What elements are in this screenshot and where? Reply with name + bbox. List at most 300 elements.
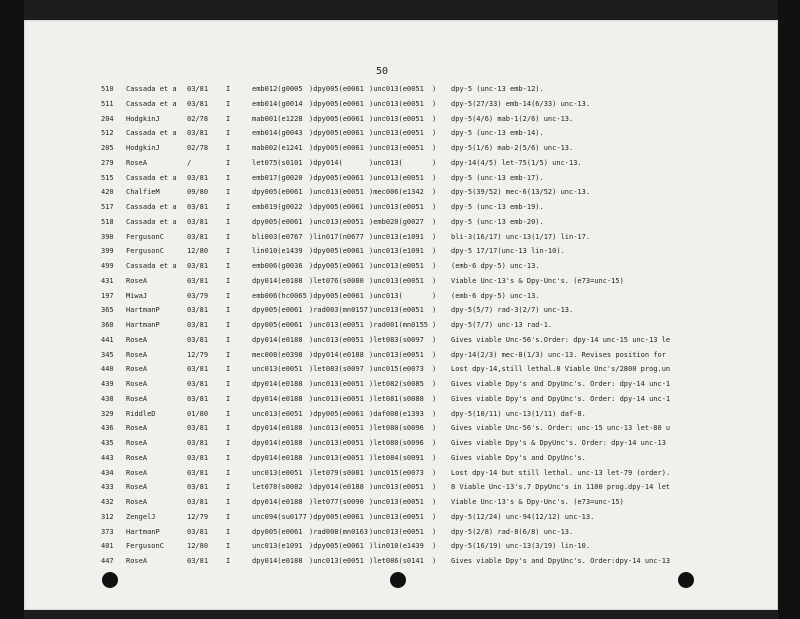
record-note: dpy-5(10/11) unc-13(1/11) daf-8. [451, 409, 586, 418]
record-note: dpy-5(4/6) mab-1(2/6) unc-13. [451, 114, 574, 123]
record-type: I [226, 188, 231, 197]
record-id: 197 [101, 291, 114, 300]
gene-2: )unc013(e0051 [309, 557, 364, 565]
record-note: dpy-5 (unc-13 emb-20). [451, 217, 544, 226]
gene-1: dpy014(e0188 [252, 453, 303, 462]
gene-2: )lin017(n0677 [309, 232, 364, 241]
record-id: 345 [101, 350, 114, 359]
record-note: (emb-6 dpy-5) unc-13. [451, 291, 540, 300]
gene-close: ) [432, 203, 437, 211]
record-note: Gives viable Unc-56's.Order: dpy-14 unc-15 unc-13 le [451, 335, 671, 344]
gene-2: )dpy005(e0061 [309, 247, 364, 256]
record-type: I [226, 380, 231, 388]
author-name: Cassada et a [126, 262, 177, 270]
gene-3: )unc013(e0051 [369, 483, 424, 492]
gene-2: )unc013(e0051 [309, 321, 364, 329]
gene-close: ) [432, 99, 437, 108]
record-type: I [226, 512, 231, 521]
record-type: I [226, 99, 231, 108]
gene-1: mec008(e0398 [252, 350, 303, 359]
page-number: 50 [376, 66, 389, 77]
gene-3: )unc013(e0051 [369, 350, 424, 359]
gene-1: dpy014(e0188 [252, 276, 303, 285]
gene-3: )unc013(e0051 [369, 173, 424, 182]
record-type: I [226, 350, 231, 359]
gene-2: )unc013(e0051 [309, 335, 364, 344]
gene-3: )let081(s0088 [369, 394, 424, 403]
gene-2: )let076(s0080 [309, 276, 364, 285]
record-type: I [226, 158, 231, 167]
record-date: 03/81 [187, 380, 209, 388]
gene-2: )unc013(e0051 [309, 424, 364, 433]
record-id: 365 [101, 306, 114, 315]
record-list [24, 82, 778, 569]
gene-1: emb014(g0043 [252, 129, 303, 138]
list-item [24, 215, 778, 230]
gene-3: )unc013(e0051 [369, 527, 424, 536]
record-date: 01/80 [187, 409, 209, 418]
author-name: ChalfieM [126, 188, 160, 197]
record-type: I [226, 409, 231, 418]
record-date: 03/81 [187, 276, 209, 285]
record-date: 03/81 [187, 217, 209, 226]
list-item [24, 436, 778, 451]
list-item [24, 407, 778, 422]
gene-1: let078(s0082 [252, 483, 303, 492]
list-item [24, 112, 778, 127]
gene-3: )let080(s0096 [369, 424, 424, 433]
record-note: dpy-5(16/19) unc-13(3/19) lin-10. [451, 542, 591, 551]
record-type: I [226, 468, 231, 477]
gene-3: )daf008(e1393 [369, 409, 424, 418]
record-id: 511 [101, 99, 114, 108]
record-note: dpy-5(2/8) rad-8(6/8) unc-13. [451, 527, 574, 536]
gene-1: dpy014(e0188 [252, 557, 303, 565]
list-item [24, 259, 778, 274]
gene-close: ) [432, 498, 437, 506]
record-date: 03/81 [187, 306, 209, 315]
author-name: FergusonC [126, 232, 164, 241]
gene-1: dpy005(e0061 [252, 188, 303, 197]
gene-2: )unc013(e0051 [309, 453, 364, 462]
gene-2: )dpy014( [309, 158, 343, 167]
gene-close: ) [432, 365, 437, 374]
gene-3: )unc013(e0051 [369, 85, 424, 93]
author-name: RiddleD [126, 409, 156, 418]
gene-3: )unc013(e1091 [369, 232, 424, 241]
author-name: HodgkinJ [126, 144, 160, 152]
record-date: 02/78 [187, 144, 209, 152]
gene-2: )dpy005(e0061 [309, 512, 364, 521]
list-item [24, 318, 778, 333]
author-name: FergusonC [126, 542, 164, 551]
gene-1: dpy005(e0061 [252, 527, 303, 536]
list-item [24, 539, 778, 554]
gene-3: )emb020(g0027 [369, 217, 424, 226]
record-type: I [226, 321, 231, 329]
gene-close: ) [432, 439, 437, 447]
author-name: HartmanP [126, 527, 160, 536]
author-name: RoseA [126, 350, 148, 359]
gene-1: dpy014(e0188 [252, 380, 303, 388]
author-name: RoseA [126, 424, 148, 433]
author-name: Cassada et a [126, 99, 177, 108]
binder-hole [102, 572, 118, 588]
record-date: 03/81 [187, 394, 209, 403]
gene-1: dpy014(e0188 [252, 394, 303, 403]
gene-3: )unc013(e0051 [369, 512, 424, 521]
record-note: Gives viable Dpy's and DpyUnc's. Order: dpy-14 unc-1 [451, 380, 671, 388]
record-date: 03/81 [187, 173, 209, 182]
record-date: 09/80 [187, 188, 209, 197]
gene-1: dpy014(e0188 [252, 439, 303, 447]
record-note: dpy-5(12/24) unc-94(12/12) unc-13. [451, 512, 595, 521]
list-item [24, 82, 778, 97]
gene-3: )unc013(e1091 [369, 247, 424, 256]
gene-1: bli003(e0767 [252, 232, 303, 241]
scan-border-left [0, 0, 24, 619]
record-id: 443 [101, 453, 114, 462]
record-id: 438 [101, 394, 114, 403]
author-name: RoseA [126, 276, 148, 285]
gene-close: ) [432, 542, 437, 551]
gene-3: )unc015(e0073 [369, 365, 424, 374]
list-item [24, 333, 778, 348]
record-date: 12/80 [187, 542, 209, 551]
gene-2: )dpy005(e0061 [309, 542, 364, 551]
record-date: 12/79 [187, 350, 209, 359]
gene-2: )unc013(e0051 [309, 394, 364, 403]
record-note: Lost dpy-14,still lethal.8 Viable Unc's/2800 prog.un [451, 365, 671, 374]
gene-1: emb006(g0036 [252, 262, 303, 270]
gene-3: )unc013(e0051 [369, 99, 424, 108]
record-date: 12/79 [187, 512, 209, 521]
record-type: I [226, 453, 231, 462]
gene-3: )unc013( [369, 158, 403, 167]
list-item [24, 510, 778, 525]
record-type: I [226, 129, 231, 138]
record-date: 03/81 [187, 557, 209, 565]
gene-close: ) [432, 217, 437, 226]
gene-3: )let080(s0096 [369, 439, 424, 447]
gene-3: )let083(s0097 [369, 335, 424, 344]
gene-2: )dpy005(e0061 [309, 129, 364, 138]
record-date: 03/81 [187, 468, 209, 477]
record-note: Viable Unc-13's & Dpy-Unc's. (e73=unc-15) [451, 498, 624, 506]
record-date: 03/81 [187, 321, 209, 329]
record-type: I [226, 262, 231, 270]
gene-1: unc013(e0051 [252, 409, 303, 418]
gene-3: )unc013(e0051 [369, 498, 424, 506]
record-note: dpy-14(2/3) mec-8(1/3) unc-13. Revises position for [451, 350, 666, 359]
record-date: 12/80 [187, 247, 209, 256]
record-id: 420 [101, 188, 114, 197]
gene-3: )lin010(e1439 [369, 542, 424, 551]
list-item [24, 348, 778, 363]
gene-close: ) [432, 114, 437, 123]
record-note: dpy-5 (unc-13 emb-19). [451, 203, 544, 211]
gene-1: emb014(g0014 [252, 99, 303, 108]
list-item [24, 289, 778, 304]
record-note: Gives viable Dpy's & DpyUnc's. Order: dpy-14 unc-13 [451, 439, 666, 447]
gene-1: mab002(e1241 [252, 144, 303, 152]
gene-1: dpy005(e0061 [252, 217, 303, 226]
gene-close: ) [432, 291, 437, 300]
list-item [24, 244, 778, 259]
record-note: dpy-5(7/7) unc-13 rad-1. [451, 321, 553, 329]
author-name: RoseA [126, 335, 148, 344]
list-item [24, 141, 778, 156]
record-id: 204 [101, 114, 114, 123]
gene-3: )unc013( [369, 291, 403, 300]
gene-2: )let083(s0097 [309, 365, 364, 374]
gene-close: ) [432, 512, 437, 521]
author-name: Cassada et a [126, 203, 177, 211]
gene-3: )let082(s0085 [369, 380, 424, 388]
author-name: ZengelJ [126, 512, 156, 521]
record-note: (emb-6 dpy-5) unc-13. [451, 262, 540, 270]
gene-close: ) [432, 380, 437, 388]
record-id: 440 [101, 365, 114, 374]
gene-1: unc013(e0051 [252, 468, 303, 477]
record-id: 205 [101, 144, 114, 152]
record-note: dpy-5 (unc-13 emb-17). [451, 173, 544, 182]
author-name: FergusonC [126, 247, 164, 256]
record-note: dpy-5(27/33) emb-14(6/33) unc-13. [451, 99, 591, 108]
record-type: I [226, 335, 231, 344]
list-item [24, 303, 778, 318]
record-type: I [226, 424, 231, 433]
gene-2: )unc013(e0051 [309, 439, 364, 447]
gene-3: )unc013(e0051 [369, 144, 424, 152]
record-id: 515 [101, 173, 114, 182]
gene-1: emb006(hc0065 [252, 291, 307, 300]
gene-2: )let079(s0081 [309, 468, 364, 477]
gene-close: ) [432, 85, 437, 93]
gene-close: ) [432, 158, 437, 167]
record-date: 03/81 [187, 483, 209, 492]
gene-2: )dpy005(e0061 [309, 291, 364, 300]
record-id: 433 [101, 483, 114, 492]
list-item [24, 451, 778, 466]
record-type: I [226, 394, 231, 403]
gene-2: )dpy005(e0061 [309, 262, 364, 270]
record-id: 431 [101, 276, 114, 285]
record-type: I [226, 483, 231, 492]
record-type: I [226, 217, 231, 226]
gene-3: )mec006(e1342 [369, 188, 424, 197]
record-date: 03/79 [187, 291, 209, 300]
gene-2: )unc013(e0051 [309, 380, 364, 388]
author-name: Cassada et a [126, 173, 177, 182]
author-name: RoseA [126, 394, 148, 403]
document-page [24, 20, 778, 610]
list-item [24, 466, 778, 481]
binder-hole [390, 572, 406, 588]
record-id: 312 [101, 512, 114, 521]
record-date: 03/81 [187, 99, 209, 108]
list-item [24, 171, 778, 186]
record-date: 03/81 [187, 85, 209, 93]
record-date: 03/81 [187, 335, 209, 344]
record-id: 434 [101, 468, 114, 477]
record-note: Gives viable Unc-56's. Order: unc-15 unc-13 let-80 u [451, 424, 671, 433]
author-name: Cassada et a [126, 217, 177, 226]
gene-1: dpy014(e0188 [252, 424, 303, 433]
gene-1: unc013(e1091 [252, 542, 303, 551]
record-id: 510 [101, 85, 114, 93]
list-item [24, 377, 778, 392]
scan-border-right [778, 0, 800, 619]
gene-close: ) [432, 188, 437, 197]
author-name: HartmanP [126, 321, 160, 329]
gene-close: ) [432, 232, 437, 241]
gene-close: ) [432, 424, 437, 433]
record-id: 441 [101, 335, 114, 344]
record-date: 03/81 [187, 129, 209, 138]
gene-close: ) [432, 276, 437, 285]
record-id: 499 [101, 262, 114, 270]
list-item [24, 230, 778, 245]
record-id: 279 [101, 158, 114, 167]
record-id: 518 [101, 217, 114, 226]
list-item [24, 495, 778, 510]
gene-2: )let077(s0090 [309, 498, 364, 506]
record-date: 03/81 [187, 439, 209, 447]
gene-1: emb017(g0020 [252, 173, 303, 182]
gene-2: )dpy014(e0188 [309, 350, 364, 359]
gene-1: dpy005(e0061 [252, 321, 303, 329]
record-date: 03/81 [187, 527, 209, 536]
gene-2: )unc013(e0051 [309, 217, 364, 226]
gene-1: dpy014(e0188 [252, 498, 303, 506]
gene-close: ) [432, 409, 437, 418]
gene-1: unc094(su0177 [252, 512, 307, 521]
author-name: RoseA [126, 468, 148, 477]
gene-2: )dpy005(e0061 [309, 85, 364, 93]
gene-2: )rad008(mn0163 [309, 527, 369, 536]
gene-2: )dpy005(e0061 [309, 114, 364, 123]
record-note: 8 Viable Unc-13's.7 DpyUnc's in 1100 prog.dpy-14 let [451, 483, 671, 492]
gene-3: )unc013(e0051 [369, 262, 424, 270]
gene-3: )unc015(e0073 [369, 468, 424, 477]
record-id: 512 [101, 129, 114, 138]
gene-close: ) [432, 453, 437, 462]
record-note: dpy-5 (unc-13 emb-12). [451, 85, 544, 93]
record-id: 517 [101, 203, 114, 211]
record-id: 447 [101, 557, 114, 565]
record-type: I [226, 439, 231, 447]
gene-1: unc013(e0051 [252, 365, 303, 374]
gene-close: ) [432, 557, 437, 565]
record-id: 401 [101, 542, 114, 551]
record-id: 399 [101, 247, 114, 256]
record-note: dpy-5 17/17(unc-13 lin-10). [451, 247, 565, 256]
author-name: RoseA [126, 557, 148, 565]
record-id: 432 [101, 498, 114, 506]
gene-close: ) [432, 321, 437, 329]
record-type: I [226, 247, 231, 256]
gene-2: )dpy014(e0188 [309, 483, 364, 492]
gene-3: )let086(s0141 [369, 557, 424, 565]
author-name: RoseA [126, 483, 148, 492]
gene-3: )unc013(e0051 [369, 114, 424, 123]
author-name: MiwaJ [126, 291, 148, 300]
record-note: dpy-5 (unc-13 emb-14). [451, 129, 544, 138]
list-item [24, 362, 778, 377]
list-item [24, 421, 778, 436]
list-item [24, 392, 778, 407]
record-type: I [226, 557, 231, 565]
gene-2: )rad003(mn0157 [309, 306, 369, 315]
gene-1: emb012(g0005 [252, 85, 303, 93]
author-name: RoseA [126, 380, 148, 388]
gene-2: )unc013(e0051 [309, 188, 364, 197]
gene-1: dpy014(e0188 [252, 335, 303, 344]
list-item [24, 126, 778, 141]
gene-close: ) [432, 247, 437, 256]
record-id: 439 [101, 380, 114, 388]
gene-close: ) [432, 129, 437, 138]
gene-close: ) [432, 306, 437, 315]
record-type: I [226, 144, 231, 152]
record-type: I [226, 306, 231, 315]
record-id: 436 [101, 424, 114, 433]
gene-2: )dpy005(e0061 [309, 99, 364, 108]
gene-2: )dpy005(e0061 [309, 173, 364, 182]
gene-1: lin010(e1439 [252, 247, 303, 256]
gene-2: )dpy005(e0061 [309, 409, 364, 418]
gene-2: )dpy005(e0061 [309, 203, 364, 211]
record-id: 435 [101, 439, 114, 447]
gene-close: ) [432, 483, 437, 492]
gene-1: emb019(g0022 [252, 203, 303, 211]
gene-1: let075(s0101 [252, 158, 303, 167]
record-note: dpy-5(39/52) mec-6(13/52) unc-13. [451, 188, 591, 197]
record-note: dpy-5(1/6) mab-2(5/6) unc-13. [451, 144, 574, 152]
record-note: Viable Unc-13's & Dpy-Unc's. (e73=unc-15) [451, 276, 624, 285]
author-name: RoseA [126, 453, 148, 462]
gene-close: ) [432, 527, 437, 536]
record-id: 390 [101, 232, 114, 241]
list-item [24, 480, 778, 495]
gene-close: ) [432, 144, 437, 152]
record-note: Lost dpy-14 but still lethal. unc-13 let-79 (order). [451, 468, 671, 477]
record-note: Gives viable Dpy's and DpyUnc's. [451, 453, 586, 462]
gene-close: ) [432, 350, 437, 359]
gene-close: ) [432, 173, 437, 182]
author-name: RoseA [126, 365, 148, 374]
gene-3: )unc013(e0051 [369, 306, 424, 315]
gene-3: )rad001(mn0155 [369, 321, 429, 329]
author-name: RoseA [126, 498, 148, 506]
list-item [24, 554, 778, 569]
record-type: I [226, 173, 231, 182]
record-type: I [226, 114, 231, 123]
gene-3: )unc013(e0051 [369, 203, 424, 211]
binder-hole [678, 572, 694, 588]
gene-1: dpy005(e0061 [252, 306, 303, 315]
record-note: Gives viable Dpy's and DpyUnc's. Order:dpy-14 unc-13 [451, 557, 671, 565]
gene-3: )unc013(e0051 [369, 276, 424, 285]
gene-3: )let084(s0091 [369, 453, 424, 462]
gene-3: )unc013(e0051 [369, 129, 424, 138]
record-note: Gives viable Dpy's and DpyUnc's. Order: dpy-14 unc-1 [451, 394, 671, 403]
gene-close: ) [432, 394, 437, 403]
author-name: RoseA [126, 158, 148, 167]
list-item [24, 200, 778, 215]
list-item [24, 97, 778, 112]
